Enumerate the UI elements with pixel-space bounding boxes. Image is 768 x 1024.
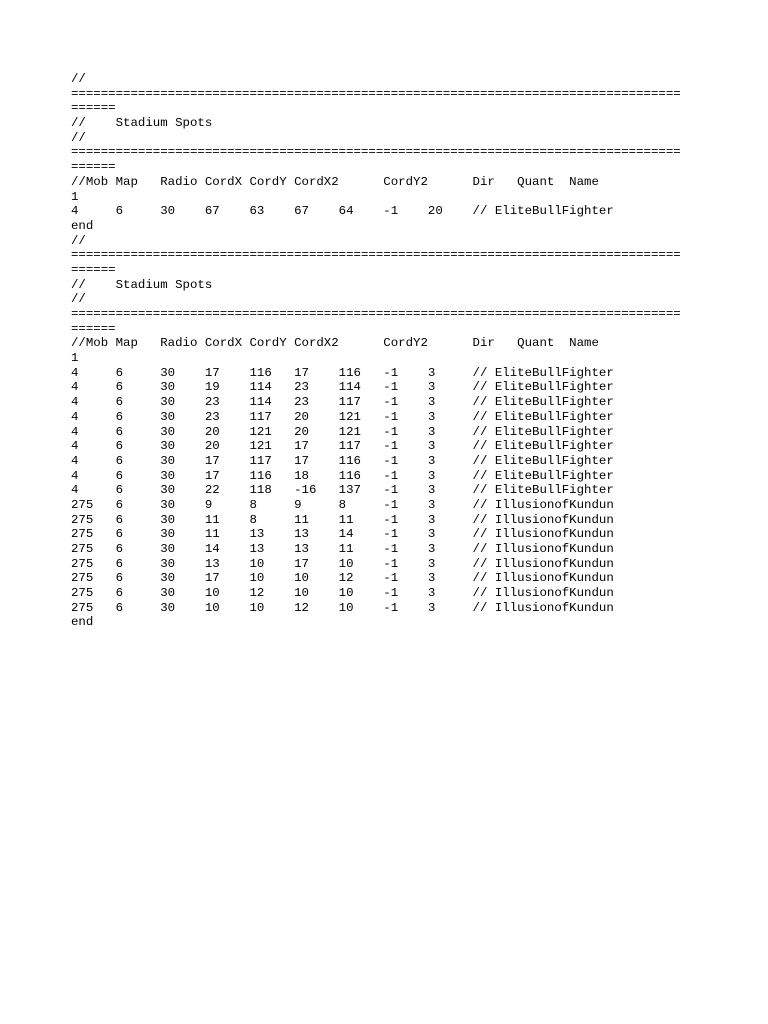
text-line: ====== bbox=[71, 321, 116, 336]
text-line: 4 6 30 22 118 -16 137 -1 3 // EliteBullFighter bbox=[71, 483, 614, 498]
text-line: // bbox=[71, 72, 86, 86]
text-line: ====== bbox=[71, 160, 116, 175]
document-body bbox=[71, 72, 681, 630]
text-line: // bbox=[71, 130, 86, 145]
text-line: 275 6 30 14 13 13 11 -1 3 // IllusionofKundun bbox=[71, 542, 614, 556]
text-line: 4 6 30 17 117 17 116 -1 3 // EliteBullFighter bbox=[71, 453, 614, 468]
text-line: //Mob Map Radio CordX CordY CordX2 CordY2 Dir Quant Name bbox=[71, 336, 599, 351]
text-line: 4 6 30 19 114 23 114 -1 3 // EliteBullFighter bbox=[71, 380, 614, 395]
text-line: end bbox=[71, 218, 94, 233]
text-line: 4 6 30 17 116 17 116 -1 3 // EliteBullFighter bbox=[71, 365, 614, 380]
text-line: 4 6 30 20 121 17 117 -1 3 // EliteBullFighter bbox=[71, 439, 614, 454]
text-line: ====== bbox=[71, 262, 116, 277]
text-line: // Stadium Spots bbox=[71, 277, 213, 292]
text-line: 1 bbox=[71, 351, 79, 366]
text-line: 4 6 30 17 116 18 116 -1 3 // EliteBullFighter bbox=[71, 468, 614, 483]
text-line: 275 6 30 11 8 11 11 -1 3 // IllusionofKundun bbox=[71, 512, 614, 527]
text-line: //Mob Map Radio CordX CordY CordX2 CordY2 Dir Quant Name bbox=[71, 174, 599, 189]
text-line: 4 6 30 23 117 20 121 -1 3 // EliteBullFighter bbox=[71, 409, 614, 424]
text-line: // bbox=[71, 292, 86, 307]
text-line: // Stadium Spots bbox=[71, 116, 213, 131]
text-line: 275 6 30 17 10 10 12 -1 3 // IllusionofKundun bbox=[71, 571, 614, 586]
text-line: // bbox=[71, 233, 86, 248]
text-line: end bbox=[71, 615, 94, 630]
text-line: 4 6 30 23 114 23 117 -1 3 // EliteBullFighter bbox=[71, 395, 614, 410]
text-line: ================================================================================== bbox=[71, 86, 681, 101]
text-line: 1 bbox=[71, 189, 79, 204]
text-line: ================================================================================== bbox=[71, 248, 681, 263]
text-line: 4 6 30 67 63 67 64 -1 20 // EliteBullFighter bbox=[71, 204, 614, 219]
text-line: ================================================================================== bbox=[71, 145, 681, 160]
text-line: 275 6 30 10 10 12 10 -1 3 // IllusionofKundun bbox=[71, 600, 614, 615]
text-line: ================================================================================== bbox=[71, 307, 681, 321]
text-line: 275 6 30 13 10 17 10 -1 3 // IllusionofKundun bbox=[71, 556, 614, 571]
text-line: 4 6 30 20 121 20 121 -1 3 // EliteBullFighter bbox=[71, 424, 614, 439]
text-line: ====== bbox=[71, 101, 116, 116]
text-line: 275 6 30 9 8 9 8 -1 3 // IllusionofKundun bbox=[71, 497, 614, 512]
text-line: 275 6 30 10 12 10 10 -1 3 // IllusionofKundun bbox=[71, 586, 614, 601]
text-line: 275 6 30 11 13 13 14 -1 3 // IllusionofKundun bbox=[71, 527, 614, 542]
